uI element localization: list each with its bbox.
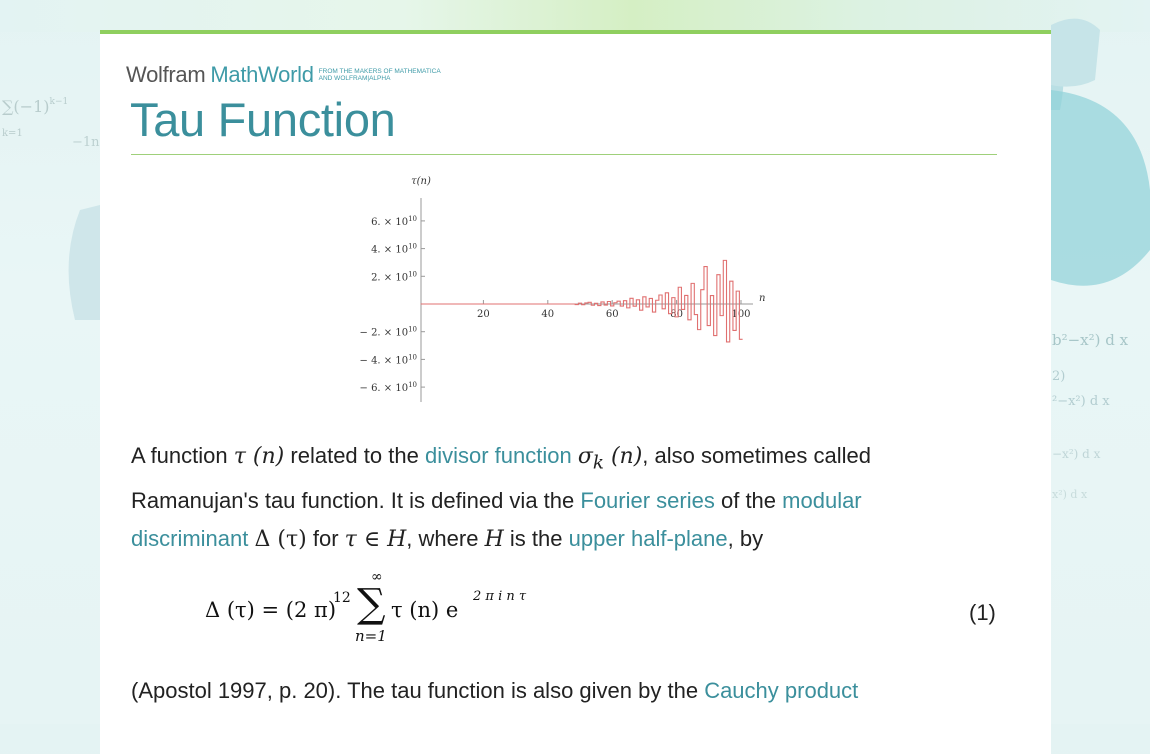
svg-text:−1n: −1n bbox=[72, 135, 100, 150]
y-tick-label: 6. × $10^{10}$ bbox=[371, 214, 417, 228]
content-card: Wolfram MathWorld FROM THE MAKERS OF MATHEMATICA AND WOLFRAM|ALPHA Tau Function 6. × $10^{10}$ 4. × $10^{10}$ 2. × $10^{10}$ − 2. × $10^{10}$ − 4. × $10^{10}$ − 6. × $10^{10}$ 20 40 60 80 100 τ(n) n A function τ (n) related to the divisor function $\sigma_k$ (n), also sometimes called Ramanujan's tau function. It is defined via the Fourier series of the modular discriminant Δ (τ) for τ ∈ H, where H is the upper half-plane, by Δ (τ) = (2 π) 12 ∞ ∑ n=1 τ (n) e 2 π i n τ (1) (Apostol 1997, p. 20). The tau function is also given by the Cauchy product bbox=[100, 30, 1051, 754]
logo-tagline: FROM THE MAKERS OF MATHEMATICA AND WOLFRAM|ALPHA bbox=[318, 68, 441, 82]
page-title: Tau Function bbox=[130, 93, 396, 146]
link-fourier-series[interactable]: Fourier series bbox=[580, 488, 715, 514]
link-cauchy-product[interactable]: Cauchy product bbox=[704, 678, 859, 703]
y-tick-label: − 4. × $10^{10}$ bbox=[359, 353, 417, 367]
x-tick-label: 100 bbox=[731, 309, 751, 320]
tau-series-line bbox=[421, 260, 743, 342]
x-tick-label: 60 bbox=[605, 309, 619, 320]
svg-text:−x²) d x: −x²) d x bbox=[1052, 447, 1101, 461]
logo-wolfram: Wolfram bbox=[126, 62, 206, 87]
second-paragraph: (Apostol 1997, p. 20). The tau function is also given by the Cauchy product bbox=[131, 678, 859, 703]
svg-text:2): 2) bbox=[1052, 369, 1066, 384]
tau-function-chart bbox=[355, 170, 775, 440]
equation-number: (1) bbox=[969, 600, 996, 625]
svg-text:x²) d x: x²) d x bbox=[1052, 488, 1088, 501]
title-divider bbox=[131, 154, 997, 155]
intro-paragraph: A function τ (n) related to the divisor function $\sigma_k$ (n), also sometimes called Ramanujan's tau function. It is defined via the Fourier series of the modular discriminant Δ (τ) for τ ∈ H, where H is the upper half-plane, by bbox=[131, 443, 871, 553]
link-divisor-function[interactable]: divisor function bbox=[424, 443, 572, 468]
svg-text:k=1: k=1 bbox=[2, 128, 23, 139]
math-sigma-k-n: $\sigma_k$ (n) bbox=[577, 444, 643, 474]
math-delta-tau: Δ (τ) bbox=[254, 527, 307, 553]
y-tick-label: − 2. × $10^{10}$ bbox=[359, 325, 417, 339]
y-tick-label: − 6. × $10^{10}$ bbox=[359, 381, 417, 395]
x-tick-label: 80 bbox=[670, 309, 683, 320]
math-tau-in-h: τ ∈ H bbox=[344, 527, 407, 553]
math-tau-n: τ (n) bbox=[233, 444, 285, 469]
svg-text:²−x²) d x: ²−x²) d x bbox=[1052, 394, 1110, 409]
x-axis-label: n bbox=[759, 293, 766, 304]
y-tick-label: 2. × $10^{10}$ bbox=[371, 270, 417, 284]
svg-text:∑(−1)k−1: $\sum(-1)^{k-1}$ bbox=[2, 97, 69, 116]
x-tick-label: 20 bbox=[477, 309, 490, 320]
link-modular-discriminant-2[interactable]: discriminant bbox=[131, 526, 249, 552]
link-modular-discriminant[interactable]: modular bbox=[782, 488, 862, 514]
logo-mathworld: MathWorld bbox=[210, 62, 314, 87]
link-upper-half-plane[interactable]: upper half-plane bbox=[568, 526, 728, 552]
math-h: H bbox=[484, 527, 504, 553]
y-tick-label: 4. × $10^{10}$ bbox=[371, 242, 417, 256]
header-banner bbox=[0, 0, 1150, 32]
mathworld-logo[interactable] bbox=[126, 58, 441, 88]
x-tick-label: 40 bbox=[541, 309, 555, 320]
svg-text:b²−x²) d x: b²−x²) d x bbox=[1052, 331, 1129, 349]
y-axis-label: τ(n) bbox=[411, 176, 431, 187]
